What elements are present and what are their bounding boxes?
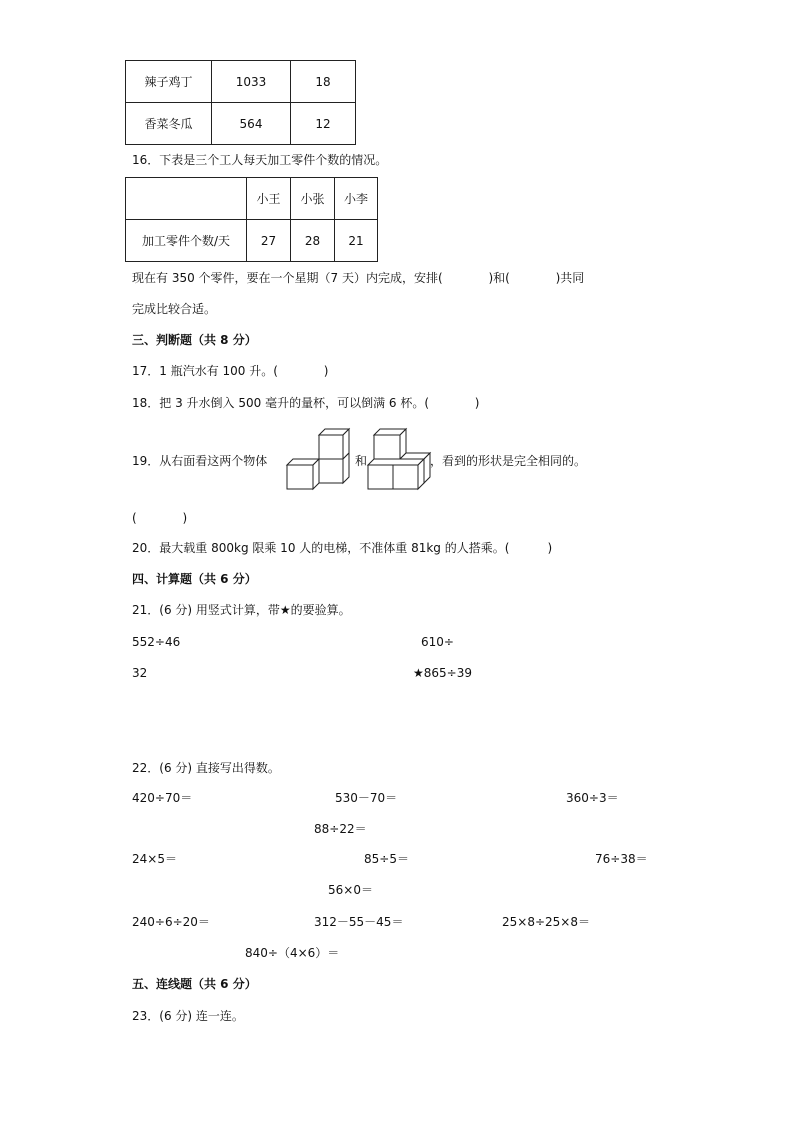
section-heading: 五、连线题（共 6 分）: [132, 977, 257, 991]
cube-face: [418, 459, 424, 489]
table-cell: 香菜冬瓜: [126, 103, 212, 145]
section-heading: 三、判断题（共 8 分）: [132, 333, 257, 347]
table-cell: 1033: [212, 61, 291, 103]
section-heading: 四、计算题（共 6 分）: [132, 572, 257, 586]
q22-item: 24×5＝: [132, 852, 177, 866]
q21-item: 32: [132, 666, 148, 680]
cube-face: [313, 459, 319, 489]
cube-face: [393, 465, 418, 489]
cube-figure-right: [366, 425, 438, 491]
q22-title: 22．(6 分) 直接写出得数。: [132, 761, 280, 775]
cube-face: [319, 435, 343, 459]
q22-item: 240÷6÷20＝: [132, 915, 210, 929]
cube-face: [368, 459, 424, 465]
q16-text: 16．下表是三个工人每天加工零件个数的情况。: [132, 153, 388, 167]
table-row: [126, 103, 356, 145]
dish-table: [125, 60, 356, 145]
q21-title: 21．(6 分) 用竖式计算，带★的要验算。: [132, 603, 351, 617]
q22-item: 76÷38＝: [595, 852, 648, 866]
worker-table: [125, 177, 378, 262]
table-cell: 27: [247, 220, 291, 262]
q22-item: 88÷22＝: [314, 822, 367, 836]
q20-text: 20．最大载重 800kg 限乘 10 人的电梯，不准体重 81kg 的人搭乘。( ): [132, 541, 553, 555]
cube-face: [374, 435, 400, 459]
cube-face: [343, 453, 349, 483]
q22-item: 312－55－45＝: [314, 915, 404, 929]
table-row: [126, 61, 356, 103]
table-cell: 12: [291, 103, 356, 145]
q23-title: 23．(6 分) 连一连。: [132, 1009, 244, 1023]
table-cell: 564: [212, 103, 291, 145]
table-row: [126, 178, 378, 220]
q22-item: 530－70＝: [335, 791, 398, 805]
table-header-cell: 小张: [291, 178, 335, 220]
q19-text-part3: ，看到的形状是完全相同的。: [430, 454, 587, 468]
q17-text: 17．1 瓶汽水有 100 升。( ): [132, 364, 329, 378]
q21-item: 610÷: [421, 635, 454, 649]
q21-item: ★865÷39: [413, 666, 472, 680]
q22-item: 420÷70＝: [132, 791, 193, 805]
q22-item: 56×0＝: [328, 883, 373, 897]
q16-line2: 完成比较合适。: [132, 302, 217, 316]
table-header-cell: 小李: [335, 178, 378, 220]
q22-item: 25×8÷25×8＝: [502, 915, 590, 929]
cube-face: [319, 459, 343, 483]
q22-item: 840÷（4×6）＝: [245, 946, 340, 960]
table-row: [126, 220, 378, 262]
cube-figure-left: [285, 425, 355, 491]
cube-face: [287, 465, 313, 489]
q22-item: 360÷3＝: [566, 791, 619, 805]
table-cell: 18: [291, 61, 356, 103]
table-cell: 21: [335, 220, 378, 262]
q21-item: 552÷46: [132, 635, 181, 649]
q19-text-part1: 19．从右面看这两个物体: [132, 454, 268, 468]
q16-line1: 现在有 350 个零件，要在一个星期（7 天）内完成，安排( )和( )共同: [132, 271, 585, 285]
q19-text-part2: 和: [355, 454, 368, 468]
cube-face: [368, 465, 393, 489]
table-header-cell: [126, 178, 247, 220]
q19-answer: ( ): [132, 511, 188, 525]
q22-item: 85÷5＝: [364, 852, 409, 866]
q18-text: 18．把 3 升水倒入 500 毫升的量杯，可以倒满 6 杯。( ): [132, 396, 480, 410]
table-cell: 辣子鸡丁: [126, 61, 212, 103]
table-cell: 28: [291, 220, 335, 262]
table-header-cell: 小王: [247, 178, 291, 220]
table-cell: 加工零件个数/天: [126, 220, 247, 262]
